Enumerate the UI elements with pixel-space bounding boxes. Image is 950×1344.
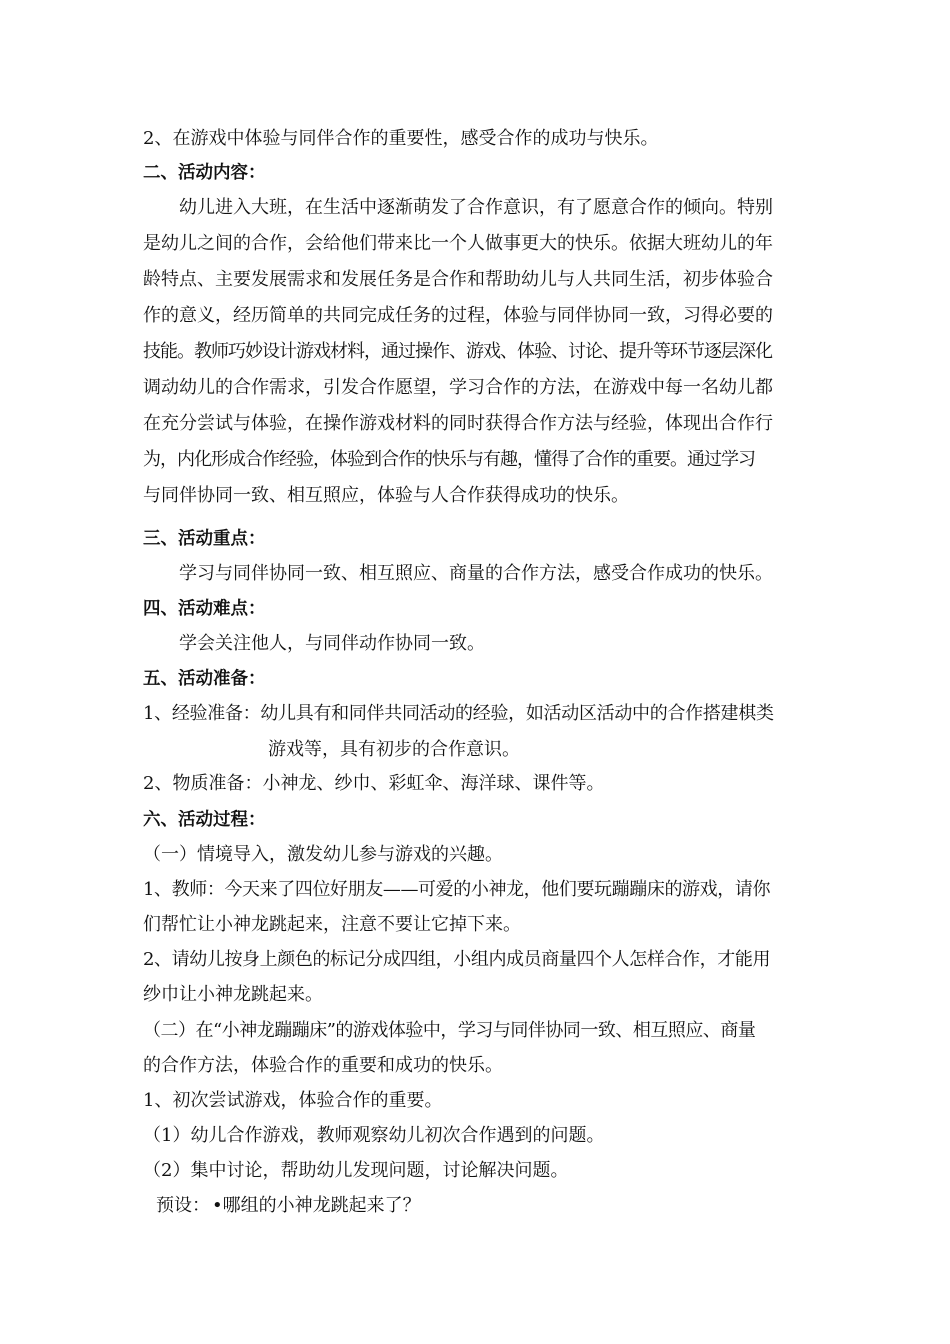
step-1-line: 1、教师：今天来了四位好朋友——可爱的小神龙，他们要玩蹦蹦床的游戏，请你 <box>143 879 771 900</box>
heading-activity-content: 二、活动内容： <box>143 163 266 183</box>
step-2-line: 2、请幼儿按身上颜色的标记分成四组，小组内成员商量四个人怎样合作，才能用 <box>143 949 771 970</box>
step-1-line: 们帮忙让小神龙跳起来，注意不要让它掉下来。 <box>143 914 521 935</box>
preset-question: •哪组的小神龙跳起来了？ <box>212 1195 421 1216</box>
heading-preparation: 五、活动准备： <box>143 669 266 689</box>
difficulties-text: 学会关注他人，与同伴动作协同一致。 <box>179 633 485 654</box>
content-line: 作的意义，经历简单的共同完成任务的过程，体验与同伴协同一致，习得必要的 <box>143 305 773 326</box>
sub-step-1b: （2）集中讨论，帮助幼儿发现问题，讨论解决问题。 <box>143 1160 569 1181</box>
prep-experience-line: 1、经验准备：幼儿具有和同伴共同活动的经验，如活动区活动中的合作搭建棋类 <box>143 703 774 724</box>
prep-experience-line: 游戏等，具有初步的合作意识。 <box>268 739 520 760</box>
sub-step-1: 1、初次尝试游戏，体验合作的重要。 <box>143 1090 443 1111</box>
content-line: 在充分尝试与体验，在操作游戏材料的同时获得合作方法与经验，体现出合作行 <box>143 413 773 434</box>
sub-step-1a: （1）幼儿合作游戏，教师观察幼儿初次合作遇到的问题。 <box>143 1125 605 1146</box>
content-line: 与同伴协同一致、相互照应，体验与人合作获得成功的快乐。 <box>143 485 629 506</box>
prep-materials: 2、物质准备：小神龙、纱巾、彩虹伞、海洋球、课件等。 <box>143 773 605 794</box>
part-2-line: （二）在“小神龙蹦蹦床”的游戏体验中，学习与同伴协同一致、相互照应、商量 <box>143 1020 756 1041</box>
heading-process: 六、活动过程： <box>143 810 266 830</box>
preset-label: 预设： <box>156 1195 210 1216</box>
heading-key-points: 三、活动重点： <box>143 529 266 549</box>
content-line: 是幼儿之间的合作，会给他们带来比一个人做事更大的快乐。依据大班幼儿的年 <box>143 233 773 254</box>
content-line: 幼儿进入大班，在生活中逐渐萌发了合作意识，有了愿意合作的倾向。特别 <box>179 197 773 218</box>
content-line: 技能。教师巧妙设计游戏材料，通过操作、游戏、体验、讨论、提升等环节逐层深化 <box>143 341 772 362</box>
key-points-text: 学习与同伴协同一致、相互照应、商量的合作方法，感受合作成功的快乐。 <box>179 563 773 584</box>
content-line: 龄特点、主要发展需求和发展任务是合作和帮助幼儿与人共同生活，初步体验合 <box>143 269 773 290</box>
step-2-line: 纱巾让小神龙跳起来。 <box>143 984 323 1005</box>
objective-2: 2、在游戏中体验与同伴合作的重要性，感受合作的成功与快乐。 <box>143 128 659 149</box>
part-1-title: （一）情境导入，激发幼儿参与游戏的兴趣。 <box>143 844 503 865</box>
content-line: 调动幼儿的合作需求，引发合作愿望，学习合作的方法，在游戏中每一名幼儿都 <box>143 377 773 398</box>
content-line: 为，内化形成合作经验，体验到合作的快乐与有趣，懂得了合作的重要。通过学习 <box>143 449 755 470</box>
part-2-line: 的合作方法，体验合作的重要和成功的快乐。 <box>143 1055 503 1076</box>
heading-difficulties: 四、活动难点： <box>143 599 266 619</box>
